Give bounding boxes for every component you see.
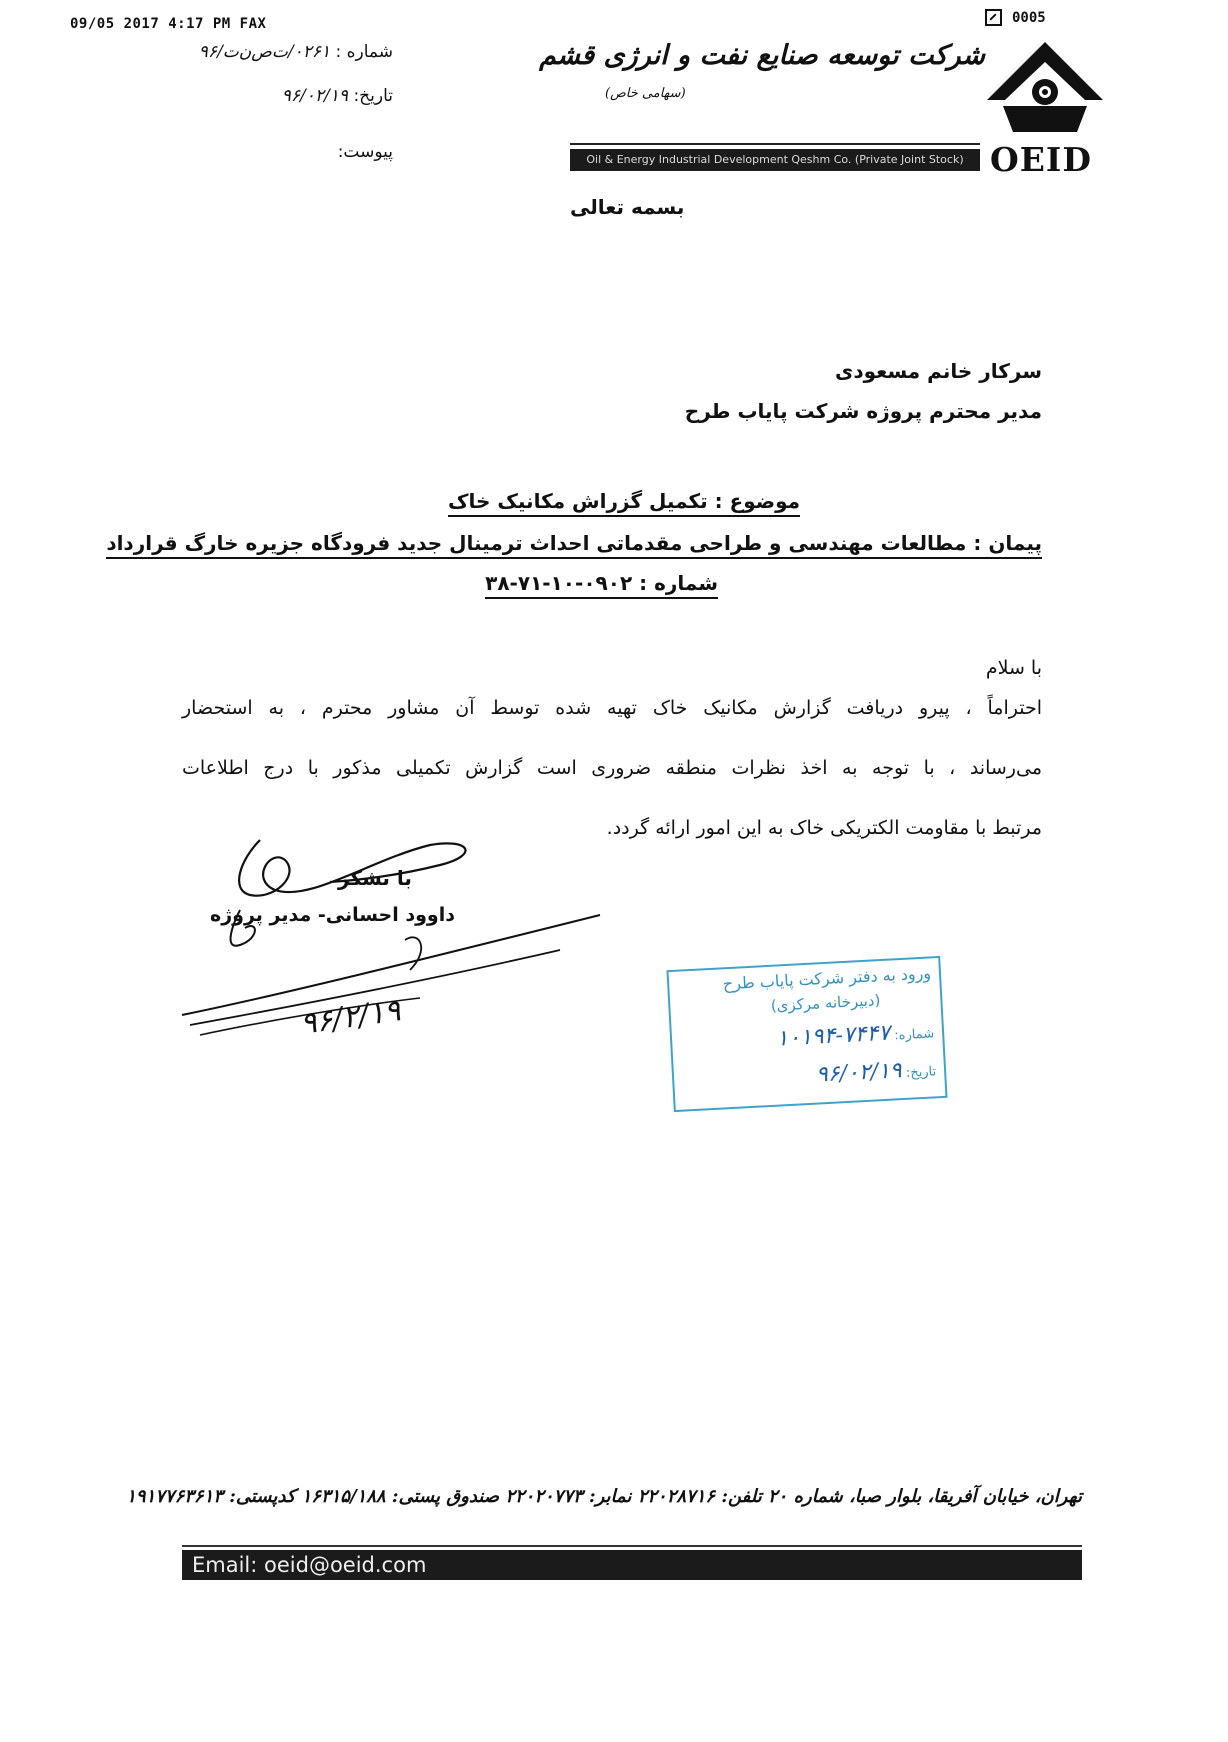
letter-date-value: ۹۶/۰۲/۱۹ — [281, 86, 349, 106]
closing-thanks: با تشکر — [338, 866, 412, 890]
stamp-date — [815, 1056, 936, 1087]
company-english-name: Oil & Energy Industrial Development Qeshm Co. (Private Joint Stock) — [570, 149, 980, 171]
fax-page-value: 0005 — [1012, 9, 1046, 26]
stamp-subtitle: (دبیرخانه مرکزی) — [770, 991, 881, 1015]
stamp-number-value: ۷۴۴۷-۱۰۱۹۴ — [775, 1020, 891, 1052]
paragraph-line-2: می‌رساند ، با توجه به اخذ نظرات منطقه ضروری است گزارش تکمیلی مذکور با درج اطلاعات — [182, 757, 1042, 779]
letter-number-label: شماره : — [335, 42, 393, 62]
company-type: (سهامی خاص) — [605, 86, 686, 101]
bismillah-heading: بسمه تعالی — [570, 195, 685, 219]
footer-email: Email: oeid@oeid.com — [192, 1553, 427, 1577]
footer-rule — [182, 1545, 1082, 1547]
handwritten-date: ۹۶/۲/۱۹ — [298, 993, 403, 1042]
footer-bar — [182, 1550, 1082, 1580]
letter-greeting: با سلام — [985, 657, 1042, 679]
footer-address: تهران، خیابان آفریقا، بلوار صبا، شماره ۲۰ تلفن: ۲۲۰۲۸۷۱۶ نمابر: ۲۲۰۲۰۷۷۳ صندوق پستی: ۱۶۳۱۵/۱۸۸ کدپستی: ۱۹۱۷۷۶۳۶۱۳ — [126, 1486, 1082, 1507]
letter-subject: موضوع : تکمیل گزراش مکانیک خاک — [448, 489, 800, 517]
paragraph-line-1: احتراماً ، پیرو دریافت گزارش مکانیک خاک تهیه شده توسط آن مشاور محترم ، به استحضار — [182, 697, 1042, 719]
stamp-number — [776, 1018, 935, 1051]
recipient-title: مدیر محترم پروژه شرکت پایاب طرح — [684, 399, 1042, 423]
company-logo-icon — [985, 40, 1105, 135]
fax-page-number — [985, 9, 1046, 26]
company-name: شرکت توسعه صنایع نفت و انرژی قشم — [539, 40, 985, 71]
recipient-name: سرکار خانم مسعودی — [835, 359, 1042, 383]
letterhead-rule — [570, 143, 980, 145]
letter-number-value: ۰۲۶۱/ت‌ص‌ن‌ت/۹۶ — [198, 42, 331, 62]
handwritten-signature — [180, 820, 620, 1080]
letter-attachment — [338, 142, 393, 162]
received-stamp — [666, 956, 947, 1112]
company-logo-text: OEID — [990, 140, 1092, 179]
letter-attachment-label: پیوست: — [337, 142, 393, 162]
stamp-number-label: شماره: — [893, 1026, 935, 1044]
signer-name: داوود احسانی- مدیر پروژه — [210, 904, 456, 926]
letter-date — [282, 86, 393, 106]
stamp-title: ورود به دفتر شرکت پایاب طرح — [722, 963, 932, 994]
contract-number: شماره : ۰۹۰۲-۱۰-۷۱-۳۸ — [485, 571, 718, 599]
letter-number — [199, 42, 393, 62]
letter-contract: پیمان : مطالعات مهندسی و طراحی مقدماتی احداث ترمینال جدید فرودگاه جزیره خارگ قرارداد — [106, 531, 1042, 559]
stamp-date-label: تاریخ: — [905, 1064, 937, 1081]
stamp-date-value: ۹۶/۰۲/۱۹ — [815, 1058, 903, 1088]
paragraph-line-3: مرتبط با مقاومت الکتریکی خاک به این امور ارائه گردد. — [606, 817, 1042, 839]
fax-header: 09/05 2017 4:17 PM FAX — [70, 16, 267, 32]
letter-date-label: تاریخ: — [353, 86, 393, 106]
checkbox-icon — [985, 9, 1002, 26]
